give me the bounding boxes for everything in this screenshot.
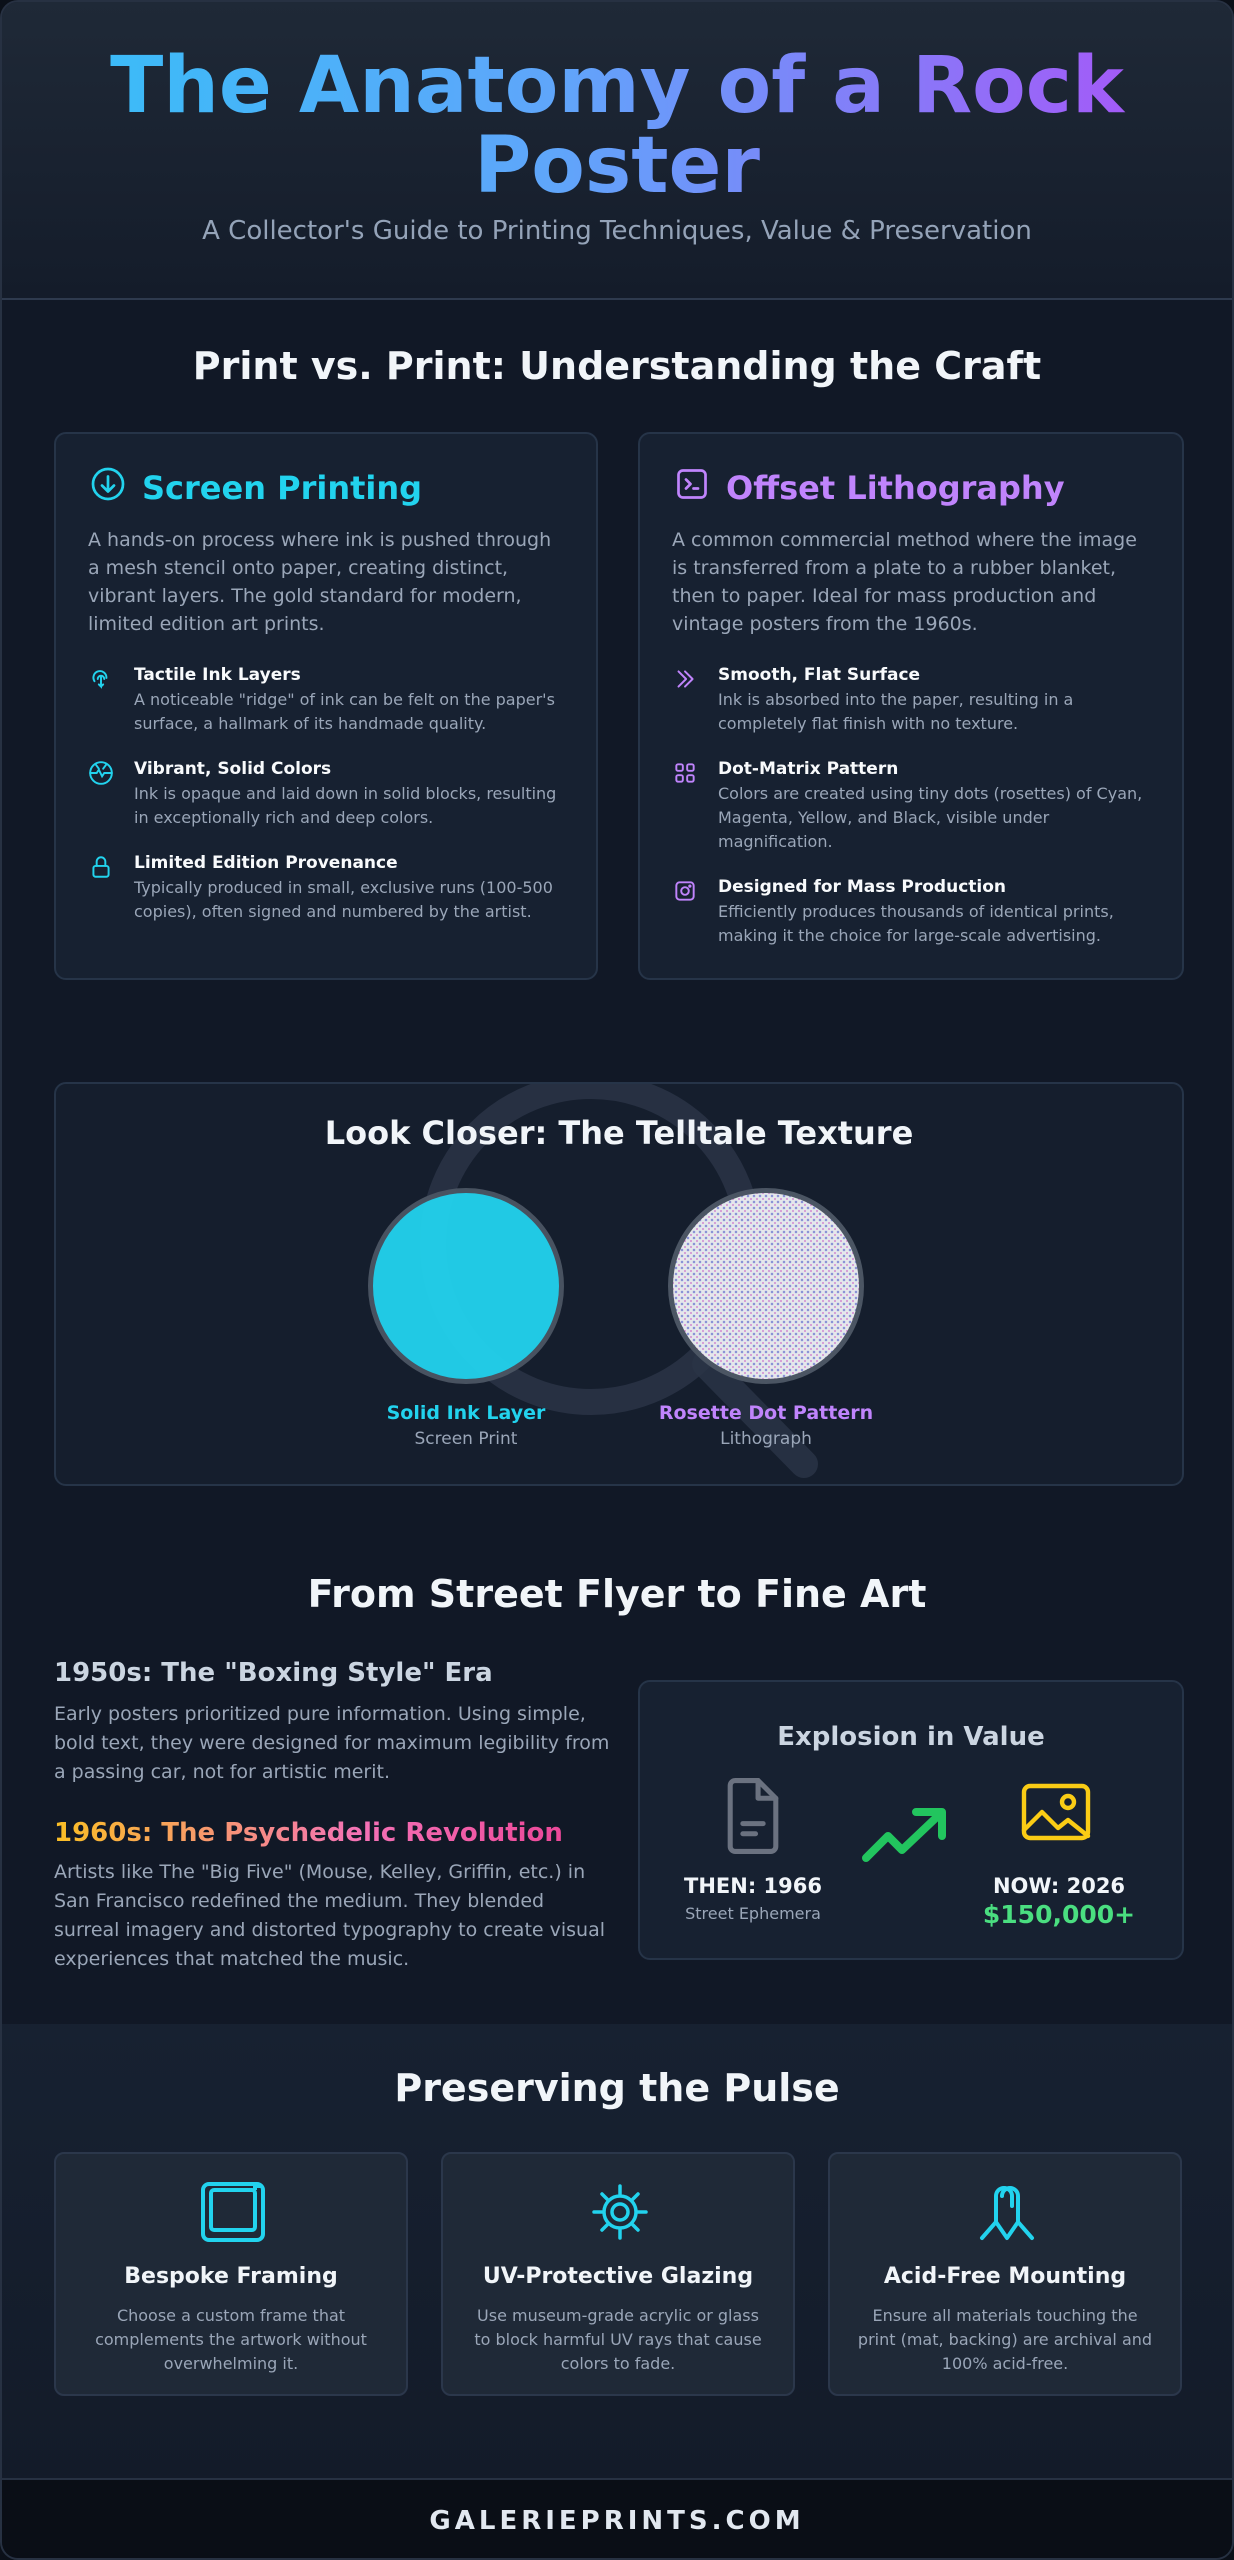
terminal-icon [674, 466, 710, 510]
preserve-card-title: Bespoke Framing [124, 2264, 338, 2289]
footer [2, 2478, 1232, 2560]
feature-item [672, 664, 1154, 736]
era-1960s-text: Artists like The "Big Five" (Mouse, Kelley, Griffin, etc.) in San Francisco redefined the medium. They blended surreal imagery and distorted typography to create visual experiences that matched the music. [54, 1861, 606, 1970]
feature-text: Ink is absorbed into the paper, resulting in a completely flat finish with no texture. [718, 690, 1074, 733]
header [2, 2, 1232, 300]
preserve-card-text: Choose a custom frame that complements the artwork without overwhelming it. [95, 2306, 367, 2373]
preserve-card-title: Acid-Free Mounting [883, 2264, 1127, 2289]
double-chevron-icon [672, 666, 698, 692]
feature-text: Ink is opaque and laid down in solid blocks, resulting in exceptionally rich and deep colors. [134, 784, 557, 827]
document-icon [722, 1778, 784, 1854]
then-sublabel: Street Ephemera [685, 1904, 821, 1923]
value-title: Explosion in Value [777, 1722, 1045, 1752]
then-label: THEN: 1966 [684, 1874, 822, 1898]
feature-title: Tactile Ink Layers [134, 665, 301, 685]
solid-ink-label: Solid Ink Layer [386, 1402, 546, 1424]
feature-title: Vibrant, Solid Colors [134, 759, 332, 779]
preserve-heading: Preserving the Pulse [394, 2066, 840, 2110]
rosette-dot-sample [668, 1188, 864, 1384]
touch-icon [88, 666, 114, 692]
feature-title: Designed for Mass Production [718, 877, 1007, 897]
now-value: $150,000+ [982, 1900, 1136, 1929]
arrow-down-circle-icon [90, 466, 126, 510]
look-closer-panel [54, 1082, 1184, 1486]
feature-title: Limited Edition Provenance [134, 853, 398, 873]
target-icon [672, 878, 698, 904]
history-heading: From Street Flyer to Fine Art [307, 1572, 927, 1616]
screen-printing-title: Screen Printing [90, 466, 422, 510]
feature-text: Typically produced in small, exclusive runs (100-500 copies), often signed and numbered by the artist. [134, 878, 553, 921]
sun-icon [443, 2180, 797, 2244]
era-1950s-text: Early posters prioritized pure information. Using simple, bold text, they were designed for maximum legibility from a passing car, not for artistic merit. [54, 1703, 610, 1783]
preserve-card-glazing [441, 2152, 795, 2396]
solid-ink-sample [368, 1188, 564, 1384]
frame-icon [56, 2180, 410, 2244]
grid-icon [672, 760, 698, 786]
preserve-card-text: Use museum-grade acrylic or glass to block harmful UV rays that cause colors to fade. [474, 2306, 762, 2373]
solid-ink-sublabel: Screen Print [414, 1429, 518, 1449]
preserve-card-mounting [828, 2152, 1182, 2396]
trending-up-icon [860, 1804, 956, 1868]
rosette-dot-sublabel: Lithograph [720, 1429, 812, 1449]
screen-printing-card [54, 432, 598, 980]
lock-icon [88, 854, 114, 880]
feature-text: Efficiently produces thousands of identical prints, making it the choice for large-scale advertising. [718, 902, 1114, 945]
lithography-card [638, 432, 1184, 980]
page-subtitle: A Collector's Guide to Printing Techniques, Value & Preservation [202, 216, 1032, 246]
now-label: NOW: 2026 [992, 1874, 1126, 1898]
era-1960s-title: 1960s: The Psychedelic Revolution [54, 1818, 563, 1848]
page-title: The Anatomy of a Rock Poster [62, 46, 1172, 206]
preserve-card-title: UV-Protective Glazing [482, 2264, 754, 2289]
feature-title: Dot-Matrix Pattern [718, 759, 899, 779]
feature-text: A noticeable "ridge" of ink can be felt on the paper's surface, a hallmark of its handmade quality. [134, 690, 555, 733]
palette-icon [88, 760, 114, 786]
footer-link[interactable]: GALERIEPRINTS.COM [429, 2506, 805, 2536]
look-closer-title: Look Closer: The Telltale Texture [324, 1114, 914, 1152]
feature-item [672, 758, 1154, 854]
preserve-card-framing [54, 2152, 408, 2396]
feature-title: Smooth, Flat Surface [718, 665, 921, 685]
feature-item [88, 758, 568, 830]
rosette-dot-label: Rosette Dot Pattern [658, 1402, 874, 1424]
craft-heading: Print vs. Print: Understanding the Craft [192, 344, 1042, 388]
screen-printing-description: A hands-on process where ink is pushed through a mesh stencil onto paper, creating distinct, vibrant layers. The gold standard for modern, limited edition art prints. [88, 529, 552, 635]
feature-item [88, 664, 568, 736]
image-icon [1020, 1782, 1092, 1842]
preserve-card-text: Ensure all materials touching the print (mat, backing) are archival and 100% acid-free. [857, 2306, 1153, 2373]
mount-icon [830, 2180, 1184, 2244]
era-1950s-title: 1950s: The "Boxing Style" Era [54, 1658, 493, 1688]
value-card [638, 1680, 1184, 1960]
lithography-description: A common commercial method where the image is transferred from a plate to a rubber blanket, then to paper. Ideal for mass production and vintage posters from the 1960s. [672, 529, 1137, 635]
feature-item [88, 852, 568, 924]
feature-item [672, 876, 1154, 948]
feature-text: Colors are created using tiny dots (rosettes) of Cyan, Magenta, Yellow, and Black, visible under magnification. [718, 784, 1143, 851]
lithography-title: Offset Lithography [674, 466, 1065, 510]
